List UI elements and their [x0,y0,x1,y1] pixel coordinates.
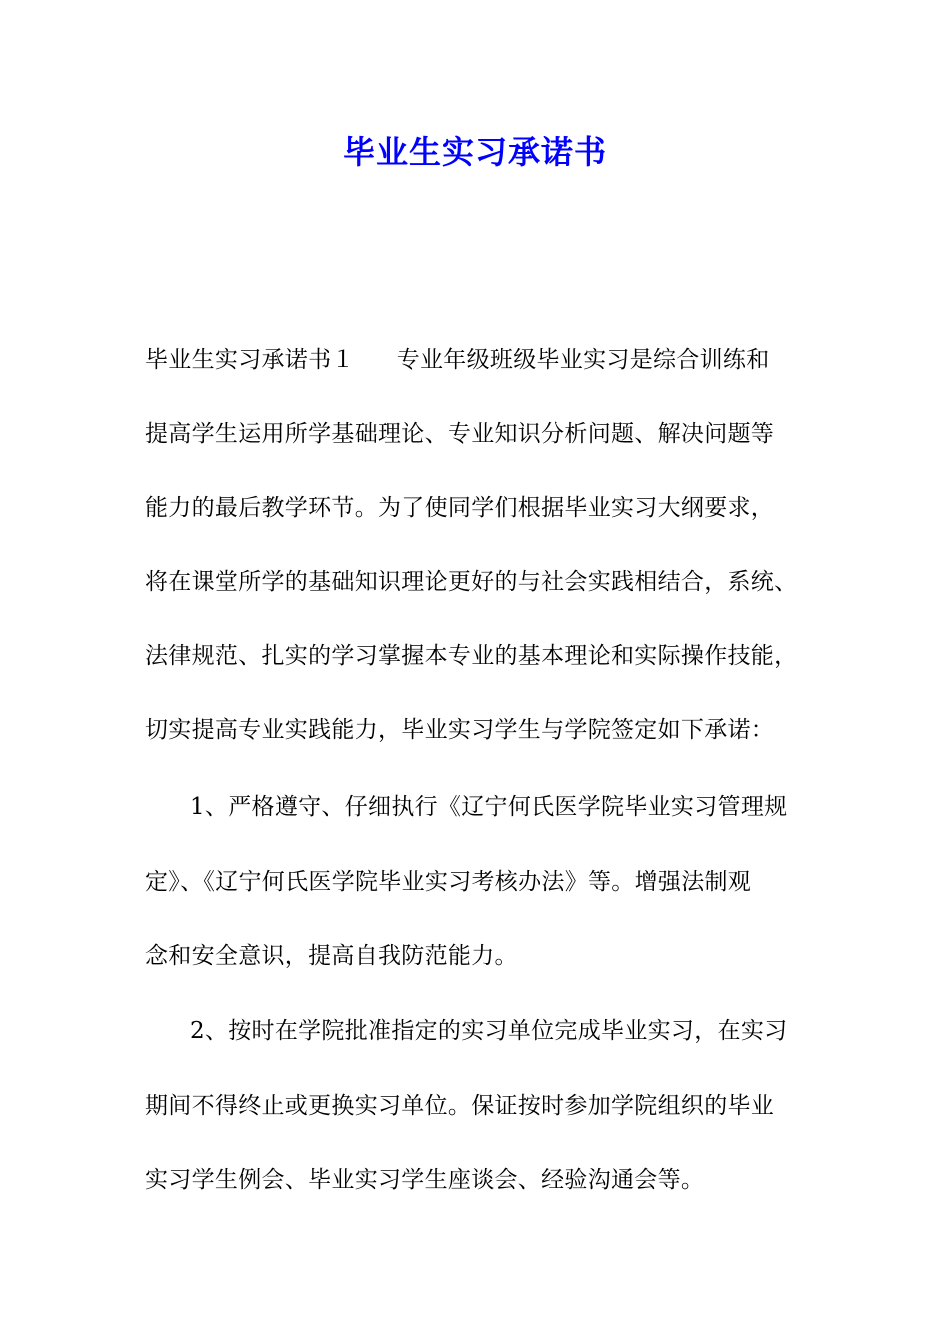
document-title: 毕业生实习承诺书 [342,133,607,171]
paragraph-line-2: 提高学生运用所学基础理论、专业知识分析问题、解决问题等 [145,421,775,447]
item-2-line-2: 期间不得终止或更换实习单位。保证按时参加学院组织的毕业 [145,1093,775,1119]
intro-heading-text: 毕业生实习承诺书１ [145,347,355,373]
item-2-line-1: 2、按时在学院批准指定的实习单位完成毕业实习，在实习 [190,1018,788,1044]
paragraph-line-4: 将在课堂所学的基础知识理论更好的与社会实践相结合，系统、 [145,569,798,595]
intro-body-text: 专业年级班级毕业实习是综合训练和 [396,347,770,373]
paragraph-line-3: 能力的最后教学环节。为了使同学们根据毕业实习大纲要求， [145,495,775,521]
paragraph-line-6: 切实提高专业实践能力，毕业实习学生与学院签定如下承诺： [145,717,775,743]
item-2-line-3: 实习学生例会、毕业实习学生座谈会、经验沟通会等。 [145,1167,705,1193]
paragraph-line-5: 法律规范、扎实的学习掌握本专业的基本理论和实际操作技能， [145,643,798,669]
item-1-line-3: 念和安全意识，提高自我防范能力。 [145,943,518,969]
item-1-line-2: 定》、《辽宁何氏医学院毕业实习考核办法》等。增强法制观 [145,869,752,895]
item-1-line-1: 1、严格遵守、仔细执行《辽宁何氏医学院毕业实习管理规 [190,794,788,820]
paragraph-line-1 [145,340,835,380]
